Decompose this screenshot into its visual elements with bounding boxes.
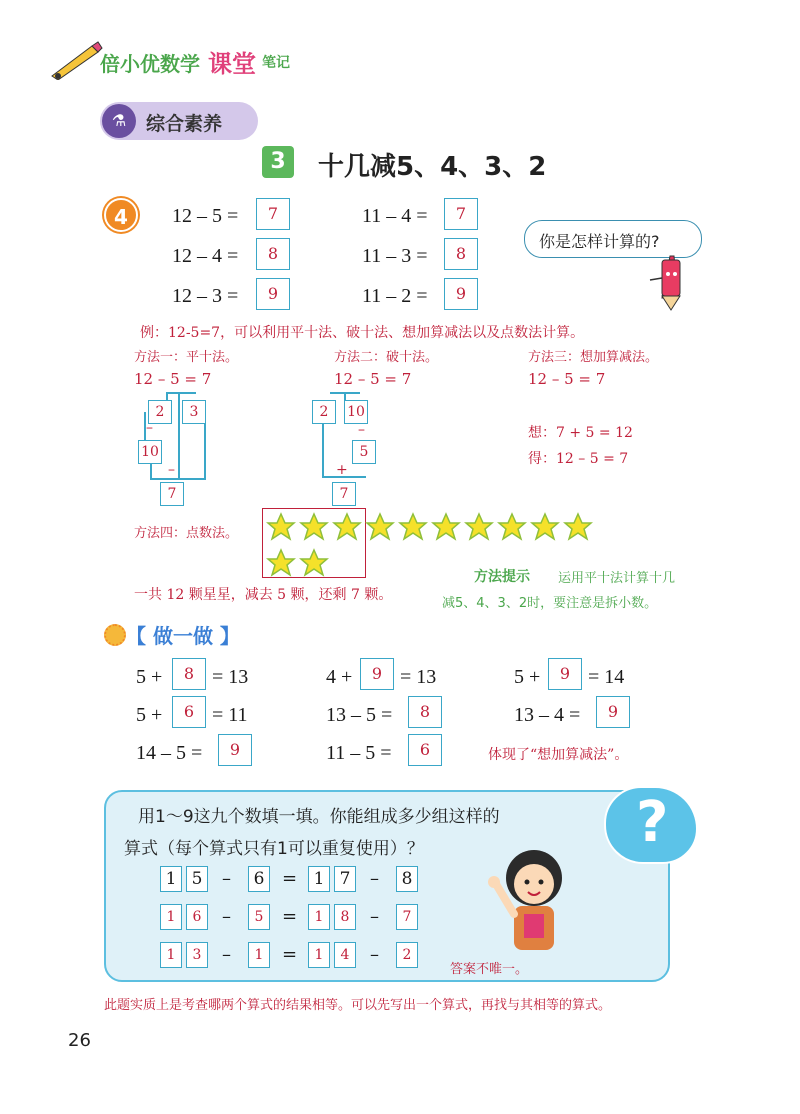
puzzle-cell[interactable]: 5 — [186, 866, 208, 892]
practice-8-pre: 11 – 5 = — [326, 742, 392, 764]
puzzle-cell[interactable]: 6 — [248, 866, 270, 892]
q4-ans-3-right[interactable]: 9 — [444, 278, 478, 310]
method3-think: 想：7 + 5 = 12 — [528, 425, 633, 441]
star-icon — [365, 512, 395, 542]
practice-2-post: = 13 — [400, 666, 437, 688]
question-cloud — [604, 786, 698, 864]
minus-sign: – — [222, 944, 231, 965]
lesson-title: 十几减5、4、3、2 — [318, 152, 547, 182]
star-icon — [464, 512, 494, 542]
page-number: 26 — [68, 1030, 91, 1051]
practice-8-ans[interactable]: 6 — [408, 734, 442, 766]
q4-ans-3-left[interactable]: 9 — [256, 278, 290, 310]
puzzle-cell[interactable]: 1 — [248, 942, 270, 968]
star-icon — [530, 512, 560, 542]
star-icon — [266, 548, 296, 578]
tip-line1: 运用平十法计算十几 — [558, 571, 676, 586]
method-intro: 例：12-5=7，可以利用平十法、破十法、想加算减法以及点数法计算。 — [140, 325, 585, 341]
method1-op2: – — [168, 462, 175, 478]
q4-eq-1-left: 12 – 5 = — [172, 205, 239, 227]
brand-title-part3: 笔记 — [262, 55, 290, 71]
practice-title: 【 做一做 】 — [126, 624, 240, 648]
practice-5-pre: 13 – 5 = — [326, 704, 393, 726]
q4-eq-2-right: 11 – 3 = — [362, 245, 428, 267]
practice-4-post: = 11 — [212, 704, 248, 726]
minus-sign: – — [370, 906, 379, 927]
pencil-character-icon — [640, 250, 700, 314]
practice-6-ans[interactable]: 9 — [596, 696, 630, 728]
lesson-number-badge: 3 — [262, 146, 294, 178]
star-icon — [299, 548, 329, 578]
puzzle-cell[interactable]: 7 — [334, 866, 356, 892]
star-row — [266, 512, 606, 578]
method1-title: 方法一：平十法。 — [134, 350, 239, 365]
practice-4-ans[interactable]: 6 — [172, 696, 206, 728]
method2-split-b: 10 — [344, 400, 368, 424]
method3-equation: 12 – 5 = 7 — [528, 370, 606, 388]
section-tag-label: 综合素养 — [146, 113, 223, 135]
method2-mid: 5 — [352, 440, 376, 464]
puzzle-cell[interactable]: 5 — [248, 904, 270, 930]
footer-note: 此题实质上是考查哪两个算式的结果相等。可以先写出一个算式，再找与其相等的算式。 — [104, 998, 612, 1013]
method2-equation: 12 – 5 = 7 — [334, 370, 412, 388]
puzzle-answer-note: 答案不唯一。 — [450, 962, 529, 977]
practice-2-pre: 4 + — [326, 666, 353, 688]
practice-3-ans[interactable]: 9 — [548, 658, 582, 690]
puzzle-cell[interactable]: 7 — [396, 904, 418, 930]
q4-ans-1-right[interactable]: 7 — [444, 198, 478, 230]
practice-3-pre: 5 + — [514, 666, 541, 688]
star-icon — [497, 512, 527, 542]
method3-get: 得：12 – 5 = 7 — [528, 451, 629, 467]
equals-sign: = — [282, 868, 298, 889]
minus-sign: – — [370, 868, 379, 889]
section-tag — [100, 102, 258, 140]
minus-sign: – — [222, 868, 231, 889]
method2-op2: + — [336, 462, 348, 478]
method3-title: 方法三：想加算减法。 — [528, 350, 659, 365]
q4-eq-3-right: 11 – 2 = — [362, 285, 428, 307]
puzzle-cell[interactable]: 3 — [186, 942, 208, 968]
practice-6-pre: 13 – 4 = — [514, 704, 581, 726]
puzzle-cell[interactable]: 4 — [334, 942, 356, 968]
practice-1-ans[interactable]: 8 — [172, 658, 206, 690]
equals-sign: = — [282, 906, 298, 927]
flask-icon: ⚗ — [102, 104, 136, 138]
q4-eq-2-left: 12 – 4 = — [172, 245, 239, 267]
practice-3-post: = 14 — [588, 666, 625, 688]
sun-icon — [104, 624, 126, 646]
practice-note: 体现了“想加算减法”。 — [488, 747, 629, 763]
puzzle-cell[interactable]: 1 — [308, 942, 330, 968]
method1-split-a: 2 — [148, 400, 172, 424]
method1-equation: 12 – 5 = 7 — [134, 370, 212, 388]
practice-4-pre: 5 + — [136, 704, 163, 726]
practice-7-pre: 14 – 5 = — [136, 742, 203, 764]
method1-result: 7 — [160, 482, 184, 506]
method4-summary: 一共 12 颗星星，减去 5 颗，还剩 7 颗。 — [134, 587, 393, 603]
puzzle-cell[interactable]: 8 — [396, 866, 418, 892]
puzzle-cell[interactable]: 8 — [334, 904, 356, 930]
method4-title: 方法四：点数法。 — [134, 526, 239, 541]
practice-1-pre: 5 + — [136, 666, 163, 688]
method1-split-b: 3 — [182, 400, 206, 424]
puzzle-line2: 算式（每个算式只有1可以重复使用）？ — [124, 839, 424, 859]
brand-logo — [48, 40, 308, 80]
puzzle-cell[interactable]: 1 — [160, 866, 182, 892]
star-icon — [563, 512, 593, 542]
method2-op1: – — [358, 422, 365, 438]
brand-title-part1: 倍小优数学 — [100, 52, 200, 76]
method2-title: 方法二：破十法。 — [334, 350, 439, 365]
q4-eq-3-left: 12 – 3 = — [172, 285, 239, 307]
question-badge: 4 — [104, 198, 138, 232]
puzzle-cell[interactable]: 6 — [186, 904, 208, 930]
speech-bubble-text: 你是怎样计算的? — [539, 232, 660, 251]
puzzle-cell[interactable]: 2 — [396, 942, 418, 968]
minus-sign: – — [370, 944, 379, 965]
practice-2-ans[interactable]: 9 — [360, 658, 394, 690]
brand-title-part2: 课堂 — [208, 50, 256, 78]
pencil-logo-icon — [48, 40, 108, 80]
puzzle-cell[interactable]: 1 — [160, 942, 182, 968]
puzzle-cell[interactable]: 1 — [308, 866, 330, 892]
star-icon — [266, 512, 296, 542]
tip-label: 方法提示 — [474, 569, 530, 585]
question-mark-icon: ? — [636, 790, 669, 855]
q4-ans-1-left[interactable]: 7 — [256, 198, 290, 230]
girl-waving-icon — [486, 844, 582, 962]
q4-eq-1-right: 11 – 4 = — [362, 205, 428, 227]
method1-op1: – — [146, 420, 153, 436]
minus-sign: – — [222, 906, 231, 927]
q4-ans-2-left[interactable]: 8 — [256, 238, 290, 270]
star-icon — [398, 512, 428, 542]
method1-mid: 10 — [138, 440, 162, 464]
q4-ans-2-right[interactable]: 8 — [444, 238, 478, 270]
method2-result: 7 — [332, 482, 356, 506]
practice-1-post: = 13 — [212, 666, 249, 688]
star-icon — [299, 512, 329, 542]
star-icon — [332, 512, 362, 542]
tip-line2: 减5、4、3、2时，要注意是拆小数。 — [442, 596, 658, 611]
puzzle-cell[interactable]: 1 — [160, 904, 182, 930]
equals-sign: = — [282, 944, 298, 965]
practice-5-ans[interactable]: 8 — [408, 696, 442, 728]
puzzle-cell[interactable]: 1 — [308, 904, 330, 930]
puzzle-line1: 用1～9这九个数填一填。你能组成多少组这样的 — [138, 807, 500, 827]
practice-7-ans[interactable]: 9 — [218, 734, 252, 766]
star-icon — [431, 512, 461, 542]
method2-split-a: 2 — [312, 400, 336, 424]
